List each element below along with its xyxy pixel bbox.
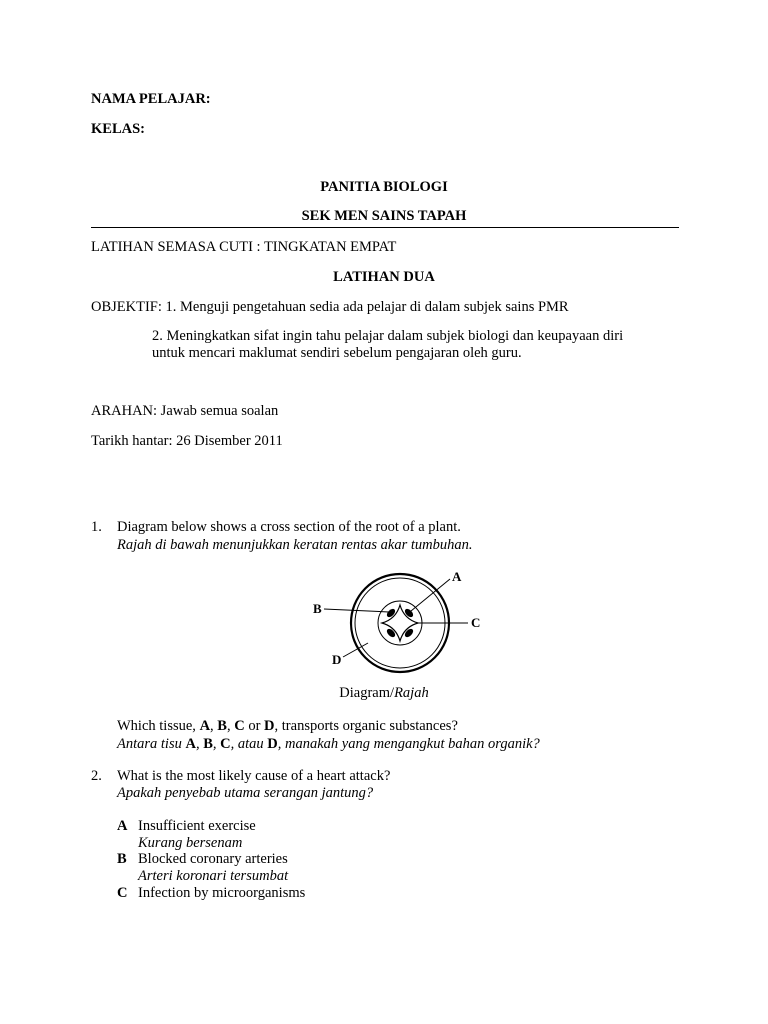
xylem-star bbox=[382, 605, 418, 641]
diagram-caption bbox=[0, 685, 768, 702]
option-text-en: Infection by microorganisms bbox=[138, 885, 306, 901]
label-b: B bbox=[313, 601, 322, 616]
committee-title: PANITIA BIOLOGI bbox=[320, 179, 448, 195]
question-2-number: 2. bbox=[91, 768, 102, 784]
objective-2-line-1: 2. Meningkatkan sifat ingin tahu pelajar dalam subjek biologi dan keupayaan diri bbox=[152, 328, 624, 344]
label-a: A bbox=[452, 569, 462, 584]
school-title: SEK MEN SAINS TAPAH bbox=[301, 208, 467, 224]
ask-en-part: or bbox=[244, 718, 265, 734]
question-2-text-en: What is the most likely cause of a heart attack? bbox=[117, 768, 391, 784]
question-1-number: 1. bbox=[91, 519, 102, 535]
option-text-en: Insufficient exercise bbox=[138, 818, 256, 834]
option-letter: B bbox=[117, 851, 127, 867]
option-c-ref: C bbox=[234, 718, 245, 734]
label-d: D bbox=[332, 652, 342, 667]
ask-en-part: , bbox=[210, 718, 218, 734]
option-a-ref: A bbox=[199, 718, 211, 734]
ask-en-part: Which tissue, bbox=[117, 718, 200, 734]
ask-ms-part: , manakah yang mengangkut bahan organik? bbox=[277, 736, 540, 752]
question-1-ask-en bbox=[117, 718, 458, 735]
header-divider bbox=[91, 227, 679, 228]
ask-en-part: , transports organic substances? bbox=[274, 718, 458, 734]
student-name-label: NAMA PELAJAR: bbox=[91, 91, 211, 107]
caption-en: Diagram/ bbox=[339, 685, 395, 701]
option-d-ref: D bbox=[267, 736, 278, 752]
ask-en-part: , bbox=[226, 718, 235, 734]
objective-2-line-2: untuk mencari maklumat sendiri sebelum pengajaran oleh guru. bbox=[152, 345, 522, 361]
option-letter: C bbox=[117, 885, 128, 901]
class-label: KELAS: bbox=[91, 121, 145, 137]
option-text-en: Blocked coronary arteries bbox=[138, 851, 288, 867]
objective-1: OBJEKTIF: 1. Menguji pengetahuan sedia ada pelajar di dalam subjek sains PMR bbox=[91, 299, 569, 315]
question-1-ask-ms bbox=[117, 736, 540, 753]
question-1-text-ms: Rajah di bawah menunjukkan keratan rentas akar tumbuhan. bbox=[117, 537, 473, 553]
root-cross-section-diagram bbox=[305, 560, 495, 675]
holiday-exercise-line: LATIHAN SEMASA CUTI : TINGKATAN EMPAT bbox=[91, 239, 397, 255]
exercise-title: LATIHAN DUA bbox=[333, 269, 435, 285]
option-text-ms: Arteri koronari tersumbat bbox=[138, 868, 289, 884]
ask-ms-part: , bbox=[195, 736, 204, 752]
ask-ms-part: , atau bbox=[230, 736, 268, 752]
caption-ms: Rajah bbox=[394, 685, 429, 701]
question-2-text-ms: Apakah penyebab utama serangan jantung? bbox=[117, 785, 374, 801]
option-letter: A bbox=[117, 818, 128, 834]
ask-ms-part: Antara tisu bbox=[117, 736, 186, 752]
phloem-patch bbox=[385, 607, 396, 618]
instructions: ARAHAN: Jawab semua soalan bbox=[91, 403, 279, 419]
option-text-ms: Kurang bersenam bbox=[138, 835, 243, 851]
option-d-ref: D bbox=[264, 718, 275, 734]
option-b-ref: B bbox=[203, 736, 213, 752]
option-c-ref: C bbox=[220, 736, 231, 752]
question-1-text-en: Diagram below shows a cross section of the root of a plant. bbox=[117, 519, 461, 535]
due-date: Tarikh hantar: 26 Disember 2011 bbox=[91, 433, 283, 449]
option-a-ref: A bbox=[185, 736, 196, 752]
label-c: C bbox=[471, 615, 481, 630]
phloem-patch bbox=[403, 627, 414, 638]
option-b-ref: B bbox=[217, 718, 227, 734]
ask-ms-part: , bbox=[212, 736, 221, 752]
phloem-patch bbox=[385, 627, 396, 638]
